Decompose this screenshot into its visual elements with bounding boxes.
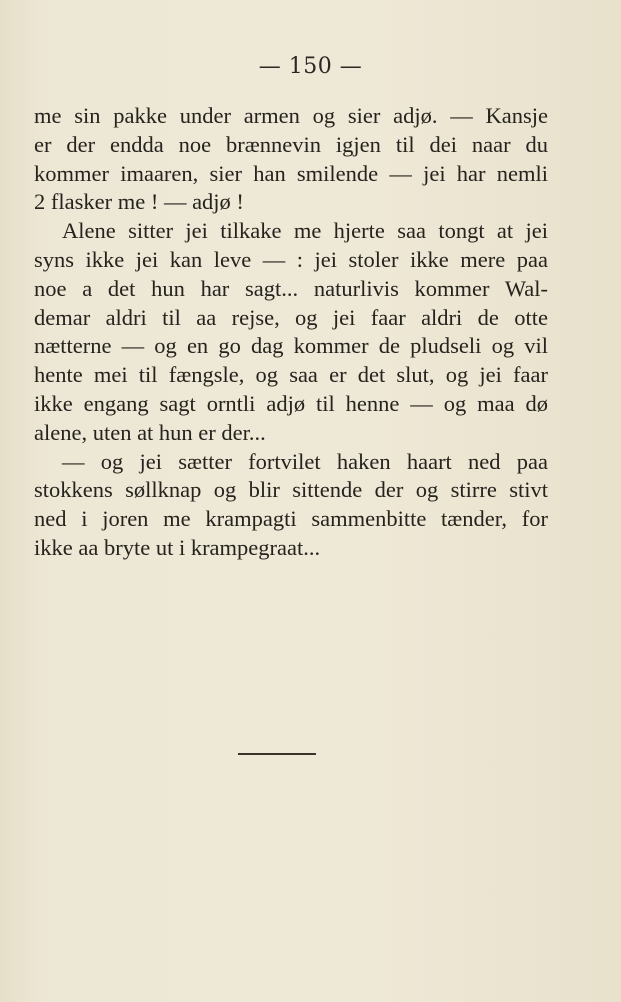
- text-line: stokkens søllknap og blir sittende der og stirre stivt: [34, 477, 548, 503]
- text-line: er der endda noe brænnevin igjen til dei naar du: [34, 131, 548, 157]
- page-number: — 150 —: [258, 54, 363, 79]
- paragraph-start-line: — og jei sætter fortvilet haken haart ned paa: [62, 448, 548, 474]
- text-line: noe a det hun har sagt... naturlivis kommer Wal-: [34, 275, 548, 301]
- text-line: nætterne — og en go dag kommer de pludseli og vil: [34, 333, 548, 359]
- text-line: hente mei til fængsle, og saa er det slut, og jei faar: [34, 362, 548, 388]
- body-text: [34, 102, 548, 563]
- end-rule-divider: [238, 753, 316, 755]
- text-line: me sin pakke under armen og sier adjø. — Kansje: [34, 103, 548, 128]
- text-line: syns ikke jei kan leve — : jei stoler ikke mere paa: [34, 246, 548, 272]
- text-line: 2 flasker me ! — adjø !: [34, 189, 244, 215]
- paragraph-start-line: Alene sitter jei tilkake me hjerte saa tongt at jei: [62, 218, 548, 244]
- text-line: kommer imaaren, sier han smilende — jei har nemli: [34, 160, 548, 186]
- text-line: alene, uten at hun er der...: [34, 419, 266, 445]
- text-line: ikke engang sagt orntli adjø til henne — og maa dø: [34, 390, 548, 416]
- text-line: demar aldri til aa rejse, og jei faar aldri de otte: [34, 304, 548, 330]
- text-line: ikke aa bryte ut i krampegraat...: [34, 534, 321, 560]
- text-line: ned i joren me krampagti sammenbitte tænder, for: [34, 506, 548, 532]
